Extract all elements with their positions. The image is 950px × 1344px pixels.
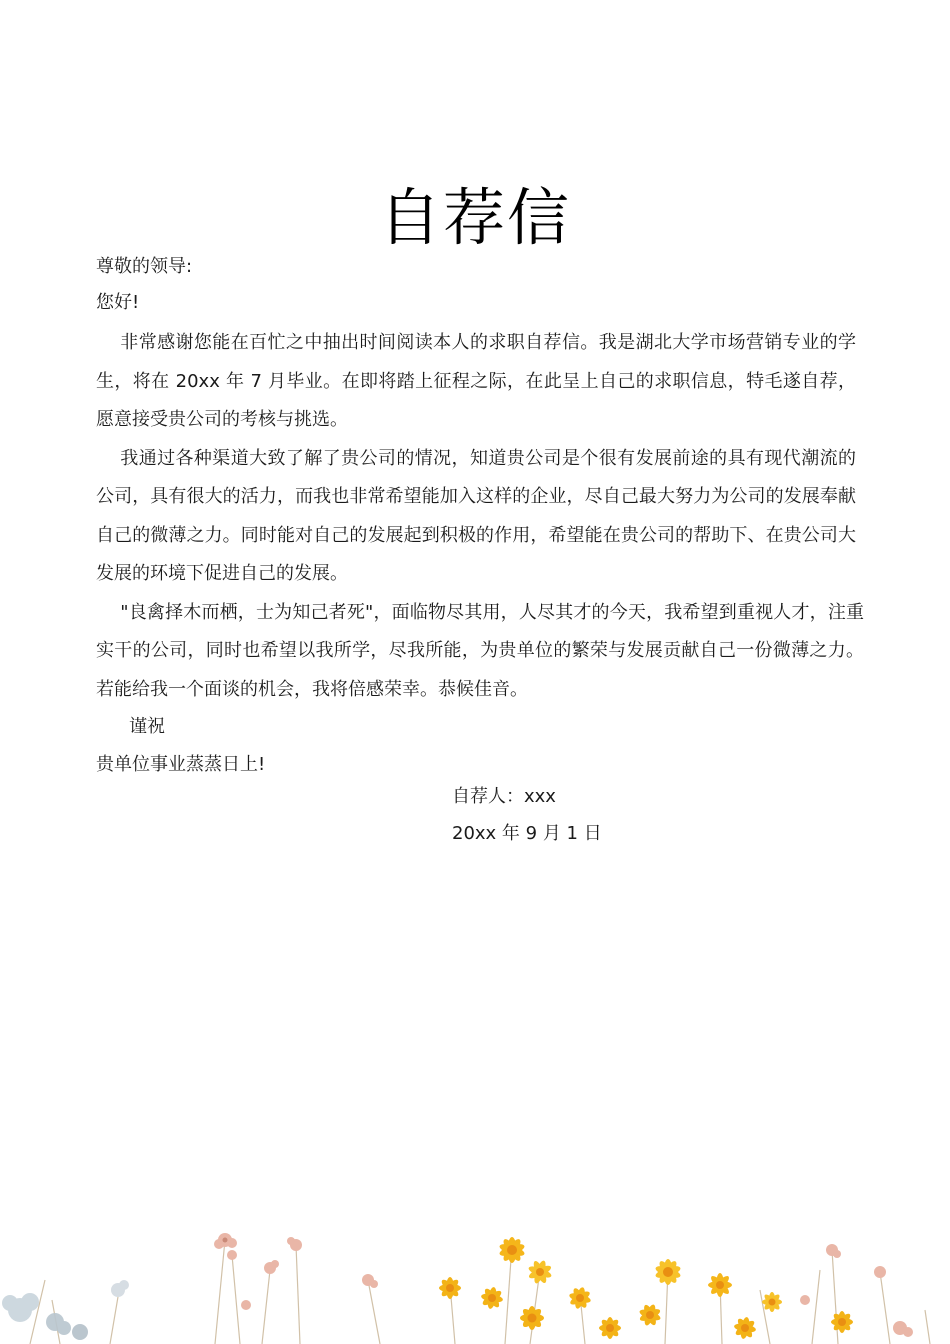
signature-name: 自荐人：xxx — [452, 786, 556, 807]
flower-cluster-pink — [214, 1233, 913, 1337]
paragraph-1: 非常感谢您能在百忙之中抽出时间阅读本人的求职自荐信。我是湖北大学市场营销专业的学生，将在 20xx 年 7 月毕业。在即将踏上征程之际，在此呈上自己的求职信息，特毛遂自荐，愿意接受贵公司的考核与挑选。 — [96, 332, 856, 430]
paragraph-2: 我通过各种渠道大致了解了贵公司的情况，知道贵公司是个很有发展前途的具有现代潮流的公司，具有很大的活力，而我也非常希望能加入这样的企业，尽自己最大努力为公司的发展奉献自己的微薄之力。同时能对自己的发展起到积极的作用，希望能在贵公司的帮助下、在贵公司大发展的环境下促进自己的发展。 — [96, 447, 856, 584]
flower-cluster-yellow — [439, 1237, 853, 1340]
greeting: 您好! — [96, 292, 140, 313]
page-title: 自荐信 — [378, 181, 571, 254]
flower-cluster-left — [2, 1280, 129, 1340]
closing-line: 贵单位事业蒸蒸日上! — [96, 754, 266, 775]
closing-wish: 谨祝 — [129, 716, 165, 737]
flower-border-decoration — [0, 1210, 950, 1344]
paragraph-3: "良禽择木而栖，士为知己者死"，面临物尽其用，人尽其才的今天，我希望到重视人才，注重实干的公司，同时也希望以我所学，尽我所能，为贵单位的繁荣与发展贡献自己一份微薄之力。若能给我一个面谈的机会，我将倍感荣幸。恭候佳音。 — [96, 601, 864, 700]
signature-date: 20xx 年 9 月 1 日 — [452, 823, 602, 844]
salutation: 尊敬的领导: — [96, 256, 193, 277]
signature-block — [452, 778, 602, 852]
letter-body — [96, 249, 864, 784]
